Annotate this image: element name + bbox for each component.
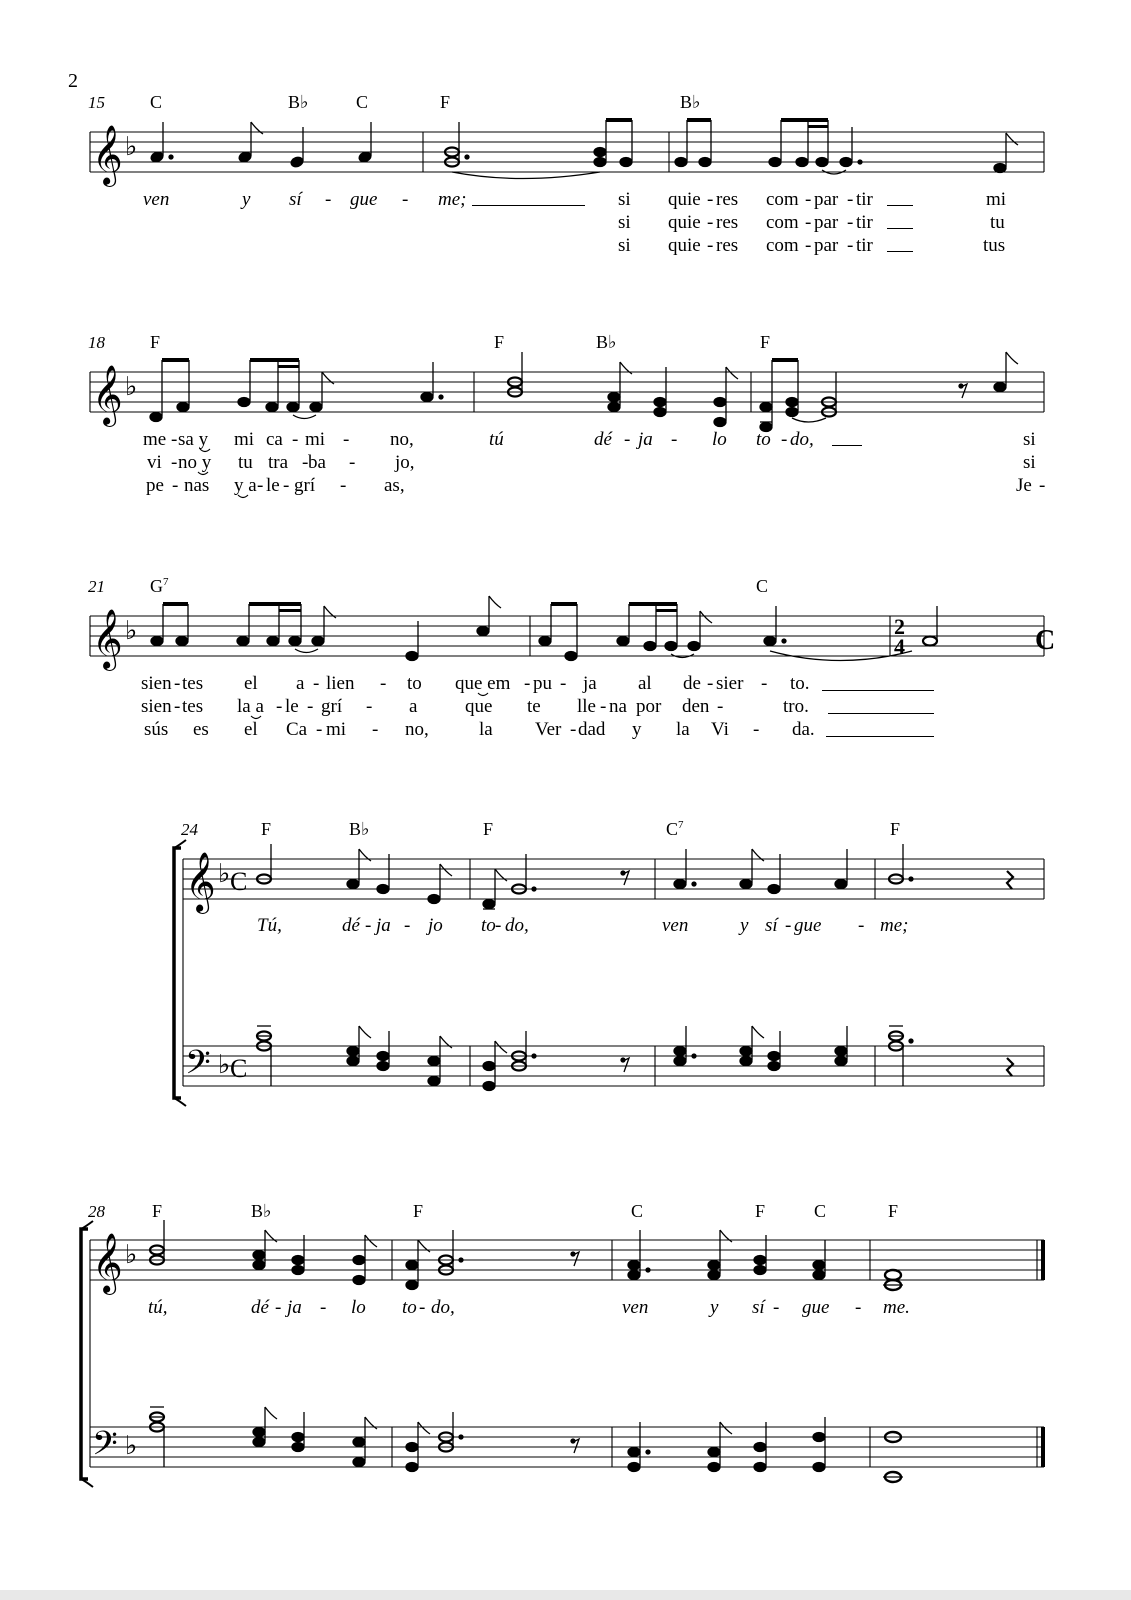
lyric-syllable: no,	[405, 719, 429, 740]
lyric-syllable: grí	[321, 696, 343, 717]
lyric-hyphen: -	[343, 429, 350, 450]
svg-text:♭: ♭	[125, 1431, 138, 1461]
lyric-syllable: a	[409, 696, 418, 717]
lyric-syllable: den	[682, 696, 710, 717]
lyric-syllable: com	[766, 189, 799, 210]
lyric-syllable: par	[814, 212, 839, 233]
chord-symbol: $G^7$	[150, 576, 169, 596]
svg-text:𝄢: 𝄢	[185, 1044, 211, 1090]
lyric-hyphen: -	[761, 673, 768, 694]
lyric-syllable: gue	[350, 189, 378, 210]
lyric-syllable: lo	[351, 1297, 366, 1318]
lyric-syllable: par	[814, 189, 839, 210]
lyric-syllable: tes	[182, 696, 204, 717]
lyric-hyphen: -	[275, 1297, 282, 1318]
lyric-hyphen: -	[847, 212, 854, 233]
lyric-hyphen: -	[320, 1297, 327, 1318]
lyric-hyphen: -	[805, 235, 812, 256]
lyric-hyphen: -	[773, 1297, 780, 1318]
lyric-syllable: Vi	[711, 719, 729, 740]
lyric-syllable: to	[407, 673, 422, 694]
lyric-hyphen: -	[365, 915, 372, 936]
lyric-syllable: tir	[856, 235, 873, 256]
chord-symbol: F	[890, 819, 901, 839]
lyric-syllable: que	[465, 696, 493, 717]
chord-symbol: C	[150, 92, 163, 112]
lyric-syllable: ja	[287, 1297, 302, 1318]
lyric-hyphen: -	[671, 429, 678, 450]
lyric-syllable: pe	[146, 475, 164, 496]
lyric-syllable: jo	[428, 915, 443, 936]
lyric-syllable: que em	[455, 673, 511, 694]
lyric-syllable: jo,	[395, 452, 415, 473]
lyric-syllable: tu	[238, 452, 253, 473]
lyric-syllable: la	[676, 719, 690, 740]
chord-symbol: F	[494, 332, 505, 352]
chord-symbol: C	[356, 92, 369, 112]
svg-text:2: 2	[894, 614, 905, 639]
lyric-syllable: sien	[141, 673, 172, 694]
svg-text:C: C	[1035, 625, 1056, 656]
svg-text:𝄞: 𝄞	[92, 365, 123, 425]
lyric-syllable: si	[618, 235, 631, 256]
lyric-syllable: ca	[266, 429, 283, 450]
lyric-syllable: y a	[234, 475, 257, 496]
lyric-hyphen: -	[172, 475, 179, 496]
lyric-hyphen: -	[847, 235, 854, 256]
lyric-syllable: lien	[326, 673, 355, 694]
lyric-syllable: y	[242, 189, 251, 210]
lyric-syllable: lle	[577, 696, 596, 717]
lyric-syllable: si	[618, 212, 631, 233]
lyric-syllable: sús	[144, 719, 169, 740]
chord-symbol: B♭	[288, 92, 309, 112]
lyric-syllable: da.	[792, 719, 815, 740]
chord-symbol: C	[631, 1201, 644, 1221]
lyric-syllable: dad	[578, 719, 606, 740]
lyric-syllable: tro.	[783, 696, 809, 717]
lyric-syllable: y	[740, 915, 749, 936]
lyric-syllable: sa y	[178, 429, 209, 450]
lyric-syllable: no y	[178, 452, 212, 473]
lyric-syllable: de	[683, 673, 701, 694]
lyric-hyphen: -	[419, 1297, 426, 1318]
svg-text:𝄞: 𝄞	[185, 852, 216, 912]
lyric-syllable: le	[266, 475, 280, 496]
lyric-hyphen: -	[171, 429, 178, 450]
lyric-syllable: tir	[856, 212, 873, 233]
lyric-syllable: Ver	[535, 719, 562, 740]
lyric-syllable: res	[716, 212, 739, 233]
lyric-hyphen: -	[524, 673, 531, 694]
page-number: 2	[68, 70, 78, 92]
lyric-syllable: sier	[716, 673, 744, 694]
lyric-syllable: dé	[251, 1297, 269, 1318]
lyric-hyphen: -	[307, 696, 314, 717]
lyric-syllable: ba	[308, 452, 326, 473]
chord-symbol: B♭	[251, 1201, 272, 1221]
svg-text:C: C	[230, 867, 248, 896]
lyric-hyphen: -	[707, 212, 714, 233]
measure-number: 28	[88, 1202, 105, 1221]
lyric-syllable: y	[710, 1297, 719, 1318]
lyric-syllable: mi	[234, 429, 255, 450]
lyric-syllable: vi	[147, 452, 162, 473]
lyric-hyphen: -	[805, 212, 812, 233]
lyric-syllable: mi	[326, 719, 347, 740]
lyric-hyphen: -	[340, 475, 347, 496]
lyric-hyphen: -	[366, 696, 373, 717]
lyric-syllable: dé	[342, 915, 360, 936]
lyric-syllable: gue	[794, 915, 822, 936]
lyric-hyphen: -	[560, 673, 567, 694]
lyric-syllable: tú,	[148, 1297, 168, 1318]
svg-text:4: 4	[894, 634, 905, 659]
svg-text:𝄞: 𝄞	[92, 1233, 123, 1293]
lyric-hyphen: -	[495, 915, 502, 936]
chord-symbol: F	[760, 332, 771, 352]
lyric-syllable: to	[481, 915, 496, 936]
lyric-hyphen: -	[302, 452, 309, 473]
lyric-hyphen: -	[1039, 475, 1046, 496]
lyric-syllable: tra	[268, 452, 289, 473]
lyric-syllable: por	[636, 696, 662, 717]
measure-number: 15	[88, 93, 105, 112]
lyric-syllable: sí	[752, 1297, 765, 1318]
lyric-syllable: Je	[1016, 475, 1032, 496]
lyric-syllable: dé	[594, 429, 612, 450]
chord-symbol: F	[483, 819, 494, 839]
lyric-syllable: lo	[712, 429, 727, 450]
lyric-syllable: ven	[143, 189, 170, 210]
lyric-hyphen: -	[781, 429, 788, 450]
lyric-syllable: Tú,	[257, 915, 282, 936]
chord-symbol: $C^7$	[666, 819, 684, 839]
lyric-hyphen: -	[855, 1297, 862, 1318]
chord-symbol: F	[413, 1201, 424, 1221]
lyric-syllable: te	[527, 696, 541, 717]
lyric-syllable: la a	[237, 696, 264, 717]
lyric-hyphen: -	[707, 673, 714, 694]
lyric-hyphen: -	[174, 673, 181, 694]
chord-symbol: B♭	[680, 92, 701, 112]
lyric-hyphen: -	[325, 189, 332, 210]
svg-text:♭: ♭	[125, 1240, 138, 1270]
lyric-syllable: res	[716, 189, 739, 210]
chord-symbol: C	[756, 576, 769, 596]
svg-text:♭: ♭	[125, 616, 138, 646]
lyric-syllable: tú	[489, 429, 504, 450]
lyric-syllable: to	[402, 1297, 417, 1318]
lyric-syllable: Ca	[286, 719, 308, 740]
lyric-syllable: to	[756, 429, 771, 450]
lyric-syllable: tes	[182, 673, 204, 694]
lyric-syllable: do,	[790, 429, 814, 450]
chord-symbol: F	[261, 819, 272, 839]
lyric-syllable: ven	[662, 915, 689, 936]
lyric-syllable: gue	[802, 1297, 830, 1318]
lyric-syllable: no,	[390, 429, 414, 450]
lyric-hyphen: -	[858, 915, 865, 936]
lyric-syllable: na	[609, 696, 627, 717]
chord-symbol: B♭	[596, 332, 617, 352]
lyric-hyphen: -	[707, 235, 714, 256]
lyric-syllable: me;	[438, 189, 467, 210]
lyric-syllable: tu	[990, 212, 1005, 233]
lyric-hyphen: -	[805, 189, 812, 210]
lyric-hyphen: -	[570, 719, 577, 740]
lyric-syllable: com	[766, 235, 799, 256]
lyric-hyphen: -	[380, 673, 387, 694]
lyric-syllable: mi	[986, 189, 1007, 210]
chord-symbol: F	[755, 1201, 766, 1221]
lyric-syllable: me	[143, 429, 167, 450]
lyric-syllable: sí	[289, 189, 302, 210]
lyric-syllable: do,	[431, 1297, 455, 1318]
lyric-syllable: grí	[294, 475, 316, 496]
lyric-syllable: com	[766, 212, 799, 233]
lyric-syllable: a	[296, 673, 305, 694]
lyric-syllable: tir	[856, 189, 873, 210]
lyric-hyphen: -	[600, 696, 607, 717]
lyric-syllable: me;	[880, 915, 909, 936]
chord-symbol: B♭	[349, 819, 370, 839]
lyric-hyphen: -	[372, 719, 379, 740]
chord-symbol: F	[440, 92, 451, 112]
page-bottom-edge	[0, 1590, 1131, 1600]
lyric-syllable: tus	[983, 235, 1006, 256]
lyric-syllable: res	[716, 235, 739, 256]
svg-text:𝄞: 𝄞	[92, 609, 123, 669]
measure-number: 18	[88, 333, 105, 352]
lyric-hyphen: -	[171, 452, 178, 473]
lyric-syllable: nas	[184, 475, 210, 496]
lyric-syllable: ven	[622, 1297, 649, 1318]
lyric-syllable: pu	[533, 673, 552, 694]
lyric-syllable: ja	[583, 673, 597, 694]
svg-text:♭: ♭	[125, 132, 138, 162]
lyric-syllable: as,	[384, 475, 405, 496]
lyric-hyphen: -	[276, 696, 283, 717]
lyric-hyphen: -	[707, 189, 714, 210]
chord-symbol: F	[150, 332, 161, 352]
lyric-syllable: par	[814, 235, 839, 256]
lyric-hyphen: -	[404, 915, 411, 936]
lyric-syllable: si	[1023, 452, 1036, 473]
measure-number: 24	[181, 820, 198, 839]
svg-text:𝄢: 𝄢	[92, 1425, 118, 1471]
lyric-hyphen: -	[292, 429, 299, 450]
lyric-hyphen: -	[624, 429, 631, 450]
chord-symbol: C	[814, 1201, 827, 1221]
lyric-hyphen: -	[283, 475, 290, 496]
lyric-hyphen: -	[402, 189, 409, 210]
lyric-syllable: me.	[883, 1297, 910, 1318]
lyric-hyphen: -	[257, 475, 264, 496]
lyric-syllable: ja	[638, 429, 653, 450]
svg-text:𝄞: 𝄞	[92, 125, 123, 185]
lyric-syllable: to.	[790, 673, 810, 694]
lyric-hyphen: -	[753, 719, 760, 740]
lyric-syllable: y	[632, 719, 642, 740]
lyric-hyphen: -	[174, 696, 181, 717]
lyric-syllable: quie	[668, 235, 701, 256]
svg-text:♭: ♭	[218, 1050, 231, 1080]
lyric-syllable: al	[638, 673, 652, 694]
chord-symbol: F	[152, 1201, 163, 1221]
lyric-syllable: ja	[376, 915, 391, 936]
lyric-syllable: es	[193, 719, 209, 740]
lyric-syllable: sien	[141, 696, 172, 717]
lyric-syllable: si	[1023, 429, 1036, 450]
lyric-syllable: si	[618, 189, 631, 210]
lyric-syllable: el	[244, 719, 258, 740]
lyric-syllable: do,	[505, 915, 529, 936]
lyric-hyphen: -	[717, 696, 724, 717]
svg-text:♭: ♭	[218, 859, 231, 889]
lyric-syllable: la	[479, 719, 493, 740]
svg-text:C: C	[230, 1054, 248, 1083]
lyric-syllable: mi	[305, 429, 326, 450]
lyric-hyphen: -	[785, 915, 792, 936]
measure-number: 21	[88, 577, 105, 596]
lyric-hyphen: -	[847, 189, 854, 210]
lyric-syllable: sí	[765, 915, 778, 936]
lyric-syllable: quie	[668, 212, 701, 233]
lyric-hyphen: -	[313, 673, 320, 694]
lyric-syllable: el	[244, 673, 258, 694]
lyric-hyphen: -	[316, 719, 323, 740]
lyric-syllable: le	[285, 696, 299, 717]
chord-symbol: F	[888, 1201, 899, 1221]
svg-text:♭: ♭	[125, 372, 138, 402]
lyric-syllable: quie	[668, 189, 701, 210]
lyric-hyphen: -	[349, 452, 356, 473]
